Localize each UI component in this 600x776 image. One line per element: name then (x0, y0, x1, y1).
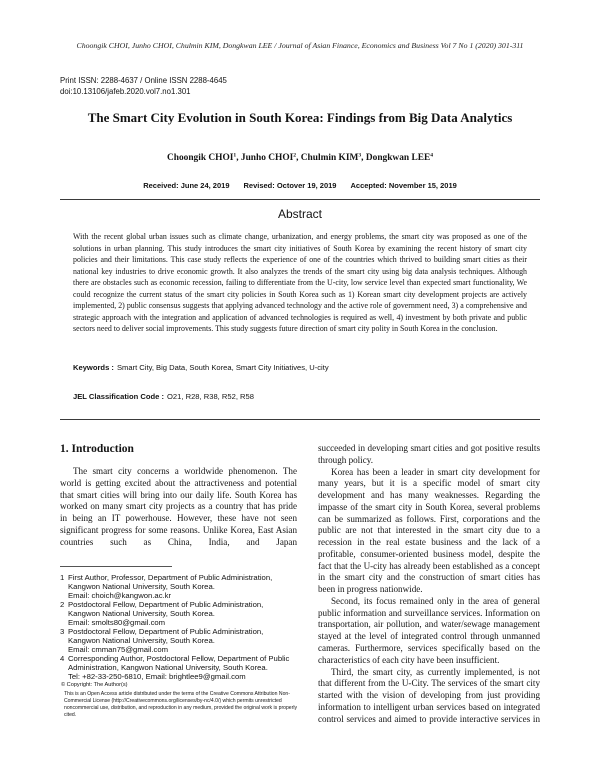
footnote-contact: Email: choich@kangwon.ac.kr (68, 590, 172, 600)
footnote (60, 573, 297, 600)
footnote-number: 2 (60, 599, 65, 609)
footnote-affiliation: First Author, Professor, Department of Public Administration, Kangwon National University, South Korea. (68, 572, 273, 591)
footnote (60, 627, 297, 654)
footnote-contact: Email: cmman75@gmail.com (68, 644, 169, 654)
received-date: Received: June 24, 2019 (143, 181, 230, 190)
license-text: This is an Open Access article distributed under the terms of the Creative Commons Attribution Non-Commercial License (http://Creativecommons.org/licenses/by-nc/4.0/) which permits unrestricted noncommercial use, distribution, and reproduction in any medium, provided the original work is properly cited. (64, 690, 298, 719)
footnotes (60, 573, 297, 681)
footnote (60, 600, 297, 627)
footnote-affiliation: Postdoctoral Fellow, Department of Public Administration, Kangwon National University, South Korea. (68, 626, 264, 645)
author-name: Chulmin KIM (300, 153, 359, 163)
footnote-contact: Email: smolts80@gmail.com (68, 617, 166, 627)
body-paragraph: The smart city concerns a worldwide phenomenon. The world is getting excited about the attractiveness and potential that smart cities will bring into our daily life. South Korea has worked on many smart city projects as a country that has pride in being an IT powerhouse. However, these have not seen significant progress for some reasons. Unlike Korea, East Asian countries such as China, India, and Japan (60, 466, 297, 547)
author-name: Junho CHOI (240, 153, 294, 163)
keywords-label: Keywords : (73, 363, 114, 372)
left-column (60, 466, 297, 548)
abstract-text: With the recent global urban issues such as climate change, urbanization, and energy problems, the smart city was proposed as one of the solutions in urban planning. This study introduces the smart city initiatives of South Korea by examining the recent history of smart city policies and their limitations. This case study reflects the experience of one of the countries which thrived to building smart cities as their national key industries to drive economic growth. It also analyzes the trends of the smart city using big data analysis techniques. Although there are obstacles such as economic recession, failing to differentiate from the U-city, low service level than expected smart functionality, We could recognize the current status of the smart city policies in South Korea such as 1) Korean smart city development projects are actively implemented, 2) public consensus suggests that applying advanced technology and the active role of government need, 3) a comprehensive and strategic approach with the integration and application of advanced technologies is required as well, 4) investment by both private and public sectors need to deliver social improvements. This study suggests future direction of smart city polity in South Korea in the conclusion. (73, 232, 527, 333)
author-affiliation-marker: 4 (430, 152, 434, 159)
footnote (60, 654, 297, 681)
author-affiliation-marker: 2 (293, 152, 297, 159)
footnote-body (68, 654, 294, 681)
doi-line: doi:10.13106/jafeb.2020.vol7.no1.301 (60, 86, 191, 96)
footnote-number: 4 (60, 653, 65, 663)
license-notice (61, 682, 299, 720)
author-separator: , (236, 153, 241, 163)
running-header: Choongik CHOI, Junho CHOI, Chulmin KIM, Dongkwan LEE / Journal of Asian Finance, Economics and Business Vol 7 No 1 (2020) 301-311 (76, 41, 524, 50)
keywords-line (73, 363, 329, 373)
footnote-body (68, 573, 294, 600)
author-separator: , (296, 153, 301, 163)
body-paragraph: Third, the smart city, as currently implemented, is not that different from the U-City. The services of the smart city started with the vision of developing from just providing information to intelligent urban services based on integrated control services and aimed to provide interactive services in (318, 666, 540, 724)
body-paragraph: Korea has been a leader in smart city development for many years, but it is a specific model of smart city development and has many weaknesses. Regarding the impasse of the smart city in South Korea, several problems can be summarized as follows. First, corporations and the public are not that interested in the smart city due to a recession in the real estate business and the lack of a profitable, consumer-oriented business model, despite the fact that the U-city has already been established as a concept in the smart city and the construction of smart cities has been in progress nationwide. (318, 466, 540, 595)
footnote-body (68, 600, 294, 627)
revised-date: Revised: Octover 19, 2019 (243, 181, 337, 190)
footnote-number: 3 (60, 626, 65, 636)
body-paragraph: succeeded in developing smart cities and got positive results through policy. (318, 443, 540, 465)
accepted-date: Accepted: November 15, 2019 (350, 181, 457, 190)
author-name: Choongik CHOI (166, 153, 234, 163)
footnote-contact: Tel: +82-33-250-6810, Email: brightlee9@gmail.com (68, 671, 246, 681)
issn-line: Print ISSN: 2288-4637 / Online ISSN 2288-4645 (60, 75, 227, 85)
jel-value: O21, R28, R38, R52, R58 (167, 392, 254, 401)
keywords-value: Smart City, Big Data, South Korea, Smart City Initiatives, U-city (116, 363, 329, 372)
jel-label: JEL Classification Code : (73, 392, 165, 401)
footnote-affiliation: Corresponding Author, Postdoctoral Fellow, Department of Public Administration, Kangwon National University, South Korea. (68, 653, 290, 672)
abstract-divider (60, 419, 540, 420)
author-separator: , (361, 153, 366, 163)
copyright-line: © Copyright: The Author(s) (61, 682, 128, 688)
body-paragraph: Second, its focus remained only in the area of general public information and surveillance services. Information on transportation, air pollution, and water/sewage management stayed at the level of integrated control through unmanned cameras. Furthermore, services specifically based on the characteristics of each city have been insufficient. (318, 595, 540, 665)
article-dates (0, 181, 600, 191)
jel-code-line (73, 392, 254, 402)
publication-info (60, 75, 227, 97)
footnote-divider (60, 566, 172, 567)
section-heading: 1. Introduction (60, 443, 134, 455)
author-list (0, 151, 600, 165)
author-affiliation-marker: 3 (358, 152, 362, 159)
right-column (318, 443, 540, 725)
footnote-number: 1 (60, 572, 65, 582)
author-affiliation-marker: 1 (233, 152, 237, 159)
footnote-body (68, 627, 294, 654)
footnote-affiliation: Postdoctoral Fellow, Department of Public Administration, Kangwon National University, South Korea. (68, 599, 264, 618)
author-name: Dongkwan LEE (365, 153, 431, 163)
paper-title: The Smart City Evolution in South Korea: Findings from Big Data Analytics (87, 110, 513, 125)
header-divider (60, 199, 540, 200)
abstract-heading: Abstract (277, 207, 322, 221)
